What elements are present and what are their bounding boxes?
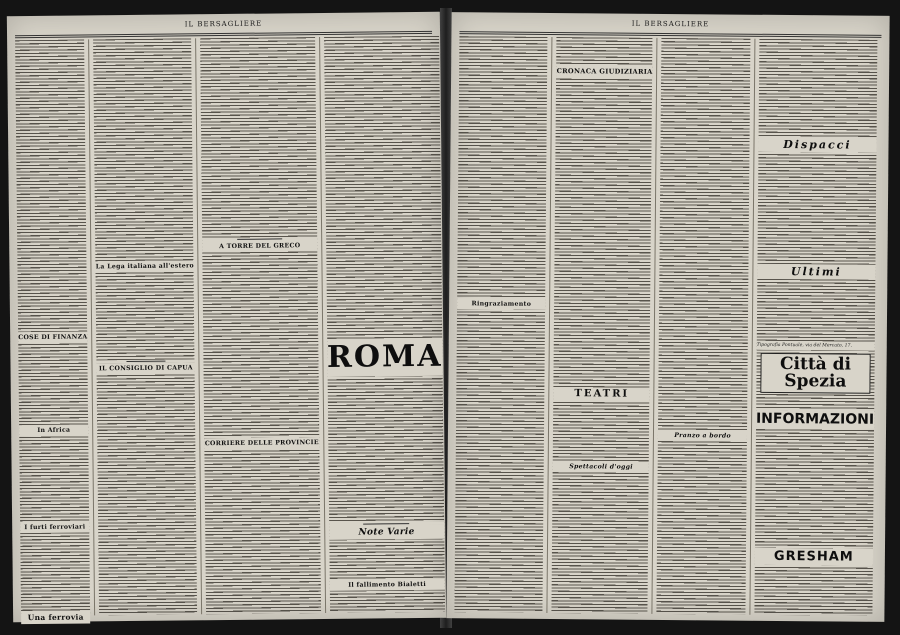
left-columns [15,36,443,623]
left-page [7,12,446,623]
ad-gresham [755,548,873,566]
right-column-3 [657,38,755,615]
section-heading: La Lega italiana all'estero [95,262,194,271]
roma-title: ROMA [326,338,443,375]
section-heading: Pranzo a bordo [658,430,747,442]
right-page [446,12,889,622]
section-heading: I furti ferroviari [20,521,89,533]
section-heading: Una ferrovia [21,610,90,624]
ad-title: INFORMAZIONI [755,410,875,428]
column-text [657,38,750,615]
dispacci-title: Dispacci [758,137,876,153]
ad-title: Città di Spezia [761,356,869,391]
right-column-4 [754,39,881,616]
section-heading: Il fallimento Bialetti [329,579,445,591]
ad-citta-di-spezia [760,353,870,394]
right-masthead-title: IL BERSAGLIERE [631,19,710,29]
printer-line: Tipografia Pontuale, via del Mercato, 17. [757,341,875,351]
left-column-4 [324,36,450,613]
section-heading: Note Varie [329,525,445,540]
left-column-2 [93,38,202,615]
teatri-title: TEATRI [554,387,650,402]
column-text [15,39,90,623]
section-heading: IL CONSIGLIO DI CAPUA [97,362,195,374]
section-heading: CORRIERE DELLE PROVINCIE [204,439,319,448]
section-heading: Spettacoli d'oggi [553,461,649,473]
column-text [324,36,446,613]
section-heading: Ringraziamento [457,298,546,310]
column-text [754,39,877,616]
column-text [552,37,653,614]
ultimi-title: Ultimi [757,264,875,280]
column-text [454,36,547,613]
column-text [201,37,321,614]
left-column-3 [201,37,326,614]
left-masthead-title: IL BERSAGLIERE [184,19,263,29]
right-column-2 [552,37,658,614]
section-heading: A TORRE DEL GRECO [203,240,317,252]
ad-informazioni [756,410,874,429]
ad-title: GRESHAM [755,550,873,564]
right-columns [454,36,881,616]
section-heading: CRONACA GIUDIZIARIA [556,67,653,76]
section-heading: COSE DI FINANZA [18,333,88,342]
column-text [93,38,197,615]
right-column-1 [454,36,552,613]
left-column-1 [15,39,95,623]
section-heading: In Africa [19,424,88,436]
